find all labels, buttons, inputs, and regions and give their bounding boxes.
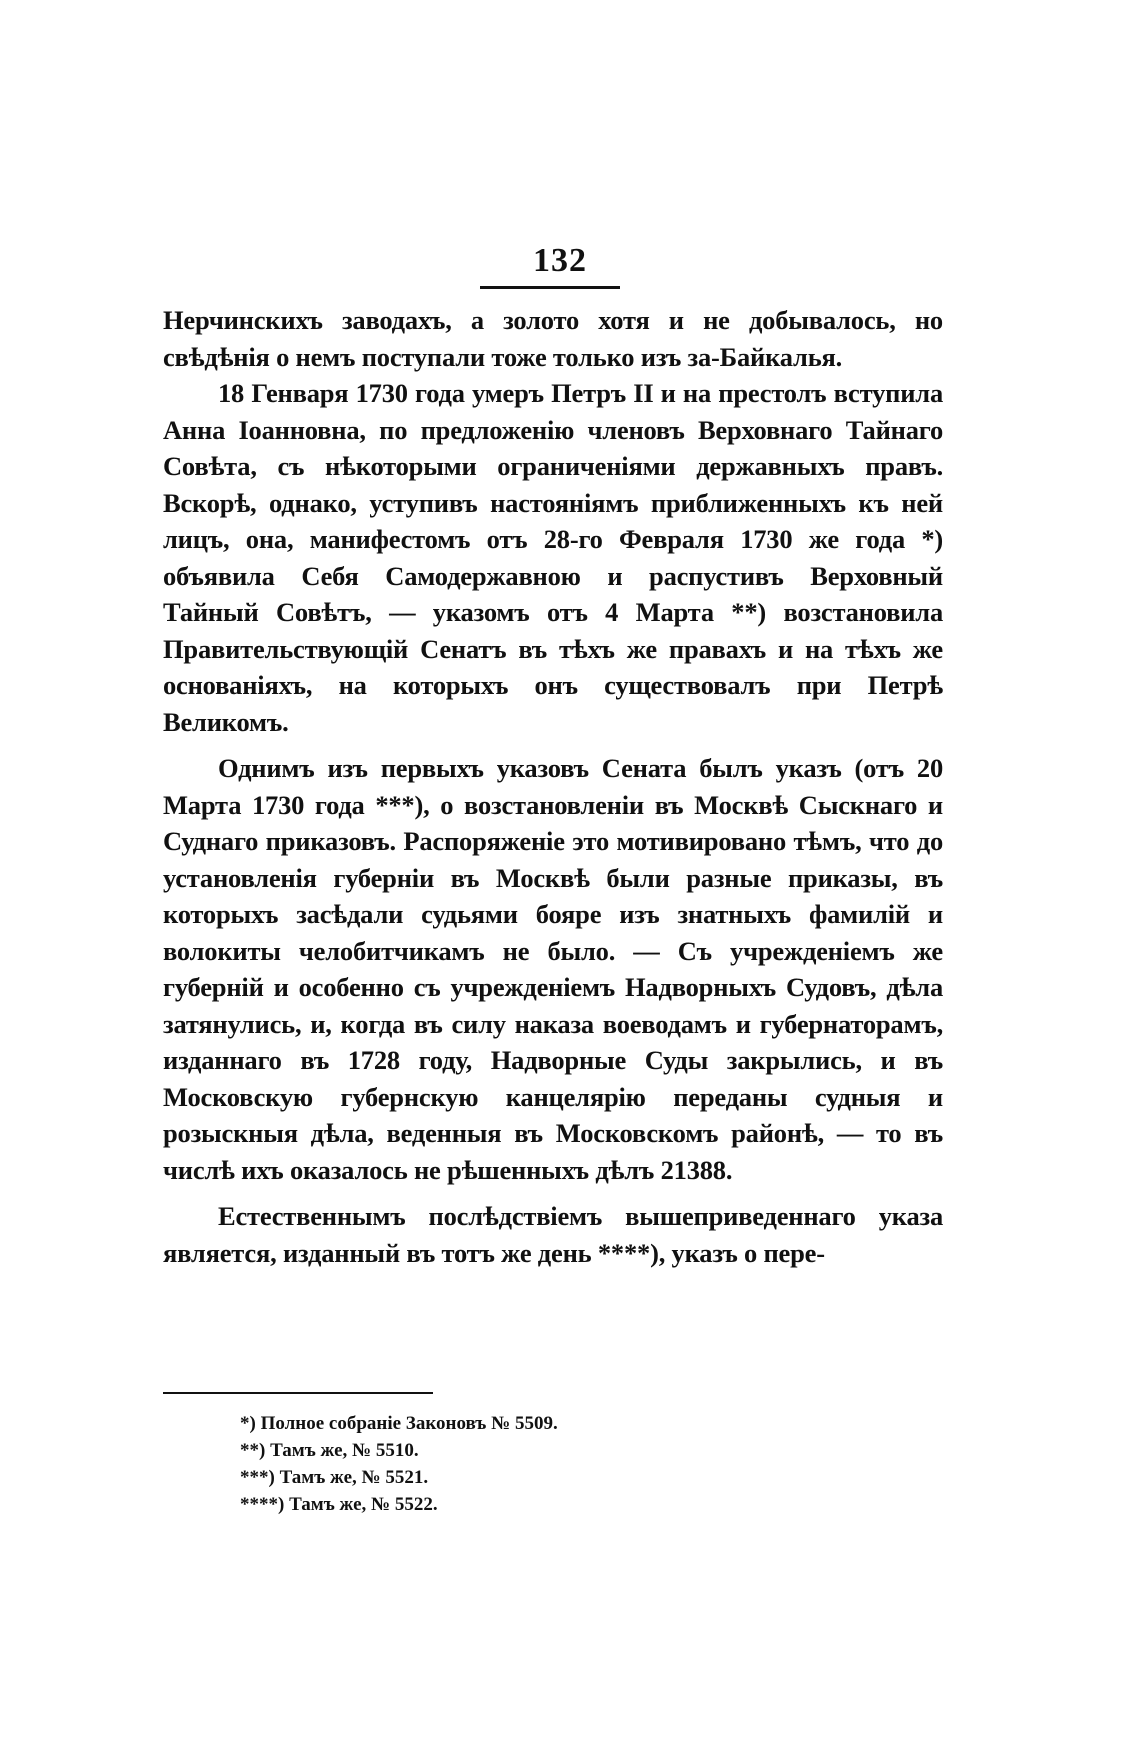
paragraph-3: Однимъ изъ первыхъ указовъ Сената былъ указъ (отъ 20 Марта 1730 года ***), о возстановленіи въ Москвѣ Сыскнаго и Суднаго приказовъ. Распоряженіе это мотивировано тѣмъ, что до установленія губерніи въ Москвѣ были разные приказы, въ которыхъ засѣдали судьями бояре изъ знатныхъ фамилій и волокиты челобитчикамъ не было. — Съ учрежденіемъ же губерній и особенно съ учрежденіемъ Надворныхъ Судовъ, дѣла затянулись, и, когда въ силу наказа воеводамъ и губернаторамъ, изданнаго въ 1728 году, Надворные Суды закрылись, и въ Московскую губернскую канцелярію переданы судныя и розыскныя дѣла, веденныя въ Московскомъ районѣ, — то въ числѣ ихъ оказалось не рѣшенныхъ дѣлъ 21388.: [163, 753, 943, 1185]
footnote-1: *) Полное собраніе Законовъ № 5509.: [240, 1413, 558, 1434]
page-number-rule: [480, 286, 620, 289]
footnotes: [240, 1410, 840, 1518]
footnote-separator: [163, 1392, 433, 1394]
page-number: 132: [533, 242, 587, 279]
paragraph-1: Нерчинскихъ заводахъ, а золото хотя и не добывалось, но свѣдѣнія о немъ поступали тоже только изъ за-Байкалья.: [163, 305, 943, 372]
paragraph-2: 18 Генваря 1730 года умеръ Петръ II и на престолъ вступила Анна Іоанновна, по предложенію членовъ Верховнаго Тайнаго Совѣта, съ нѣкоторыми ограниченіями державныхъ правъ. Вскорѣ, однако, уступивъ настояніямъ приближенныхъ къ ней лицъ, она, манифестомъ отъ 28-го Февраля 1730 же года *) объявила Себя Самодержавною и распустивъ Верховный Тайный Совѣтъ, — указомъ отъ 4 Марта **) возстановила Правительствующій Сенатъ въ тѣхъ же правахъ и на тѣхъ же основаніяхъ, на которыхъ онъ существовалъ при Петрѣ Великомъ.: [163, 378, 943, 737]
paragraph-4: Естественнымъ послѣдствіемъ вышеприведеннаго указа является, изданный въ тотъ же день ****), указъ о пере-: [163, 1201, 943, 1268]
footnote-3: ***) Тамъ же, № 5521.: [240, 1467, 429, 1488]
body-text: [163, 302, 943, 1271]
footnote-4: ****) Тамъ же, № 5522.: [240, 1494, 438, 1515]
footnote-2: **) Тамъ же, № 5510.: [240, 1440, 419, 1461]
